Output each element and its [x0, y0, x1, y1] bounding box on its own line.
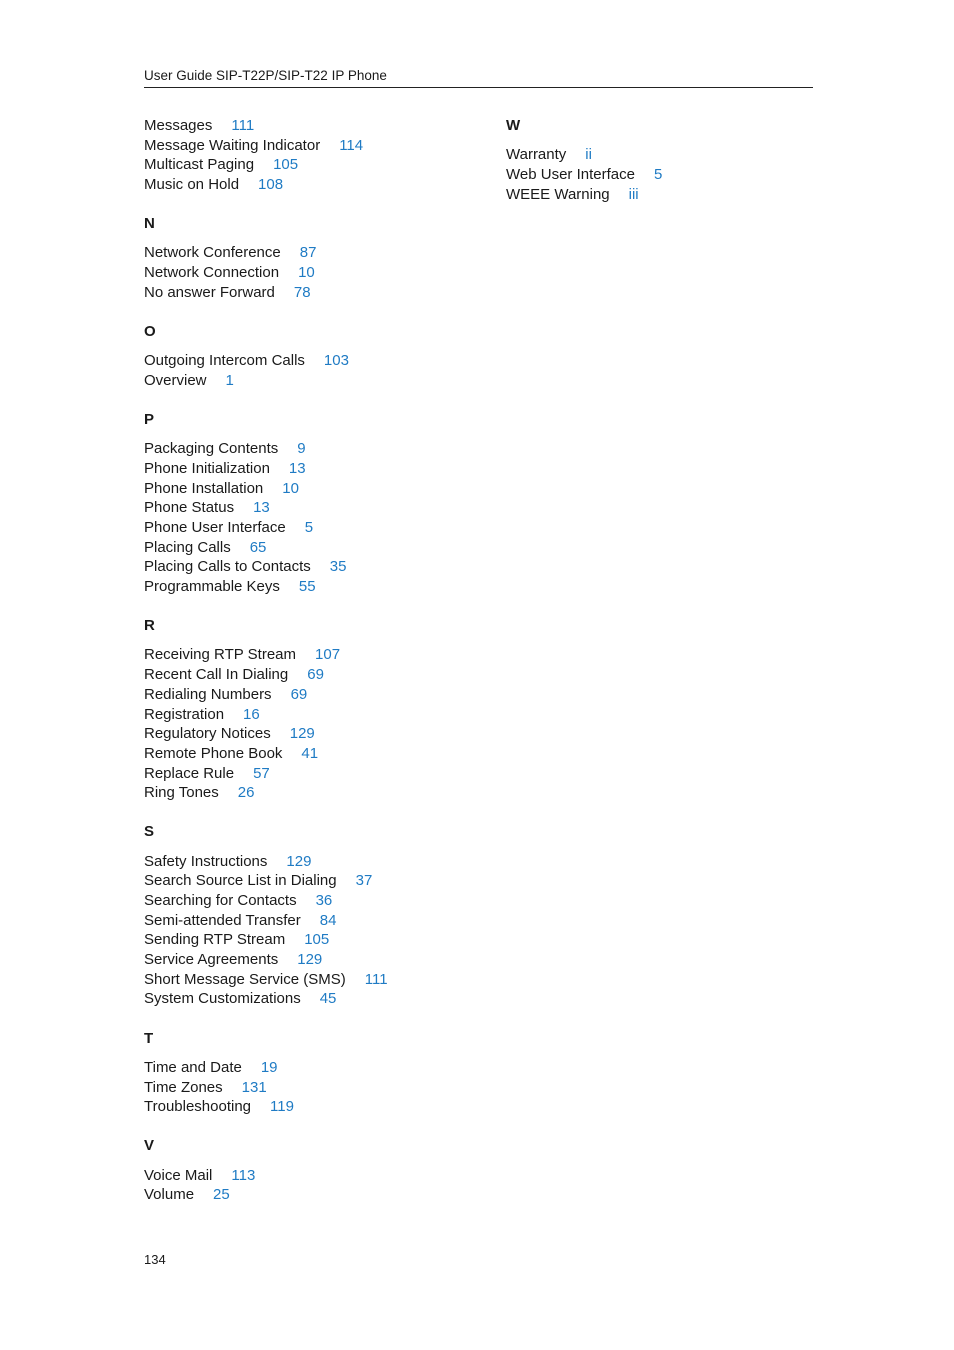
index-term: Semi-attended Transfer [144, 911, 301, 929]
index-entry [144, 577, 484, 597]
index-term: Overview [144, 371, 207, 389]
index-term: Short Message Service (SMS) [144, 970, 346, 988]
page-link[interactable]: 5 [304, 519, 314, 536]
page-link[interactable]: 78 [293, 283, 311, 301]
page-link[interactable]: 131 [241, 1078, 267, 1096]
page-link[interactable]: 114 [339, 136, 364, 154]
index-entry [144, 891, 484, 911]
index-term: Receiving RTP Stream [144, 646, 297, 664]
index-entry [506, 145, 806, 165]
section-letter: N [144, 215, 155, 233]
index-entry [144, 1185, 484, 1205]
index-entry [144, 724, 484, 744]
index-entry [144, 538, 484, 558]
index-entry [144, 764, 484, 784]
index-entry [144, 371, 484, 391]
index-entry [144, 1097, 484, 1117]
index-entry [144, 665, 484, 685]
index-term: WEEE Warning [506, 185, 610, 203]
index-term: Placing Calls to Contacts [144, 558, 311, 576]
page-link[interactable]: ii [585, 146, 592, 164]
page-link[interactable]: 55 [298, 578, 316, 596]
page-link[interactable]: 10 [298, 264, 315, 282]
page-link[interactable]: 9 [297, 440, 306, 458]
running-header [144, 68, 813, 88]
index-entry [144, 783, 484, 803]
section-letter: S [144, 823, 155, 841]
page-link[interactable]: 69 [307, 666, 324, 684]
index-section [144, 410, 484, 597]
index-term: Multicast Paging [144, 156, 255, 174]
index-term: Replace Rule [144, 764, 235, 782]
index-term: Network Conference [144, 244, 281, 262]
page-link[interactable]: 1 [225, 371, 234, 389]
page-link[interactable]: 65 [249, 538, 267, 556]
page-link[interactable]: 87 [299, 244, 317, 262]
index-section [144, 116, 484, 195]
index-term: Sending RTP Stream [144, 931, 286, 949]
page-link[interactable]: 13 [253, 499, 270, 517]
page-link[interactable]: 16 [243, 705, 260, 723]
page-link[interactable]: 57 [253, 764, 270, 782]
page-link[interactable]: 129 [289, 725, 315, 743]
index-term: Web User Interface [506, 165, 635, 183]
index-entry [144, 1058, 484, 1078]
index-entry [144, 479, 484, 499]
index-term: Safety Instructions [144, 852, 268, 870]
page-link[interactable]: 13 [288, 459, 306, 477]
index-term: Recent Call In Dialing [144, 666, 289, 684]
index-section [144, 322, 484, 391]
section-letter: O [144, 323, 156, 340]
index-entry [144, 518, 484, 538]
index-term: Message Waiting Indicator [144, 136, 321, 154]
index-term: Phone User Interface [144, 519, 286, 536]
page-link[interactable]: 69 [290, 685, 308, 703]
page-link[interactable]: 129 [286, 852, 312, 870]
index-entry [144, 1078, 484, 1098]
page-link[interactable]: iii [628, 185, 639, 203]
index-term: Search Source List in Dialing [144, 872, 337, 890]
page-link[interactable]: 45 [319, 990, 337, 1008]
index-term: Volume [144, 1186, 195, 1204]
section-letter: R [144, 617, 155, 635]
index-entry [144, 705, 484, 725]
index-section [144, 822, 484, 1009]
page-link[interactable]: 129 [297, 951, 323, 969]
section-letter: T [144, 1029, 154, 1047]
page-number: 134 [144, 1252, 166, 1267]
index-term: Time Zones [144, 1078, 223, 1096]
index-entry [144, 175, 484, 195]
index-term: Warranty [506, 146, 567, 164]
page-link[interactable]: 105 [273, 156, 299, 174]
page-link[interactable]: 103 [323, 352, 349, 370]
page-link[interactable]: 111 [231, 117, 255, 134]
index-entry [144, 116, 484, 136]
page-link[interactable]: 107 [315, 646, 341, 664]
index-section [144, 616, 484, 803]
index-section [144, 214, 484, 302]
index-entry [144, 970, 484, 990]
index-term: Remote Phone Book [144, 744, 283, 762]
section-letter: P [144, 411, 155, 429]
page-link[interactable]: 5 [653, 165, 663, 183]
index-entry [144, 351, 484, 371]
index-entry [144, 1166, 484, 1186]
index-term: Searching for Contacts [144, 892, 297, 909]
index-entry [144, 263, 484, 283]
index-term: Time and Date [144, 1058, 242, 1076]
index-entry [144, 930, 484, 950]
index-term: Ring Tones [144, 784, 219, 802]
index-term: Phone Initialization [144, 459, 270, 477]
index-section [144, 1136, 484, 1205]
index-term: Placing Calls [144, 538, 231, 556]
index-term: Network Connection [144, 264, 280, 282]
index-entry [144, 557, 484, 577]
index-entry [144, 989, 484, 1009]
index-entry [144, 950, 484, 970]
index-section [144, 1029, 484, 1117]
index-term: Registration [144, 705, 225, 723]
index-entry [144, 645, 484, 665]
index-term: Packaging Contents [144, 440, 279, 458]
index-term: System Customizations [144, 990, 301, 1008]
index-term: Service Agreements [144, 951, 279, 969]
page-link[interactable]: 108 [258, 176, 284, 194]
index-entry [144, 744, 484, 764]
index-term: No answer Forward [144, 283, 275, 301]
index-term: Troubleshooting [144, 1098, 252, 1116]
page-link[interactable]: 36 [315, 892, 333, 909]
page-link[interactable]: 119 [270, 1098, 294, 1116]
index-entry [144, 459, 484, 479]
index-term: Outgoing Intercom Calls [144, 352, 305, 370]
section-letter: V [144, 1137, 155, 1155]
index-column-right [506, 116, 806, 204]
index-term: Regulatory Notices [144, 725, 271, 743]
page-link[interactable]: 35 [329, 558, 347, 576]
index-column-left [144, 116, 484, 1205]
index-entry [506, 165, 806, 185]
index-term: Phone Installation [144, 479, 264, 497]
page-link[interactable]: 26 [237, 784, 255, 802]
index-entry [144, 136, 484, 156]
index-entry [144, 283, 484, 303]
index-entry [144, 243, 484, 263]
index-entry [144, 685, 484, 705]
index-term: Programmable Keys [144, 578, 280, 596]
page-link[interactable]: 111 [364, 970, 388, 988]
index-entry [506, 185, 806, 205]
page-link[interactable]: 10 [282, 479, 299, 497]
index-term: Redialing Numbers [144, 685, 272, 703]
index-term: Voice Mail [144, 1166, 213, 1184]
index-term: Phone Status [144, 499, 235, 517]
page-link[interactable]: 37 [355, 872, 373, 890]
index-entry [144, 852, 484, 872]
page-link[interactable]: 113 [231, 1166, 256, 1184]
index-term: Music on Hold [144, 176, 240, 194]
index-entry [144, 871, 484, 891]
index-entry [144, 155, 484, 175]
page-link[interactable]: 19 [260, 1058, 278, 1076]
index-term: Messages [144, 117, 213, 134]
page-link[interactable]: 105 [304, 931, 330, 949]
page-link[interactable]: 84 [319, 911, 337, 929]
index-entry [144, 439, 484, 459]
section-letter: W [506, 117, 521, 134]
page-link[interactable]: 41 [301, 744, 319, 762]
page-link[interactable]: 25 [213, 1186, 230, 1204]
index-entry [144, 911, 484, 931]
index-entry [144, 498, 484, 518]
document-title: User Guide SIP-T22P/SIP-T22 IP Phone [144, 68, 387, 83]
index-section [506, 116, 806, 204]
